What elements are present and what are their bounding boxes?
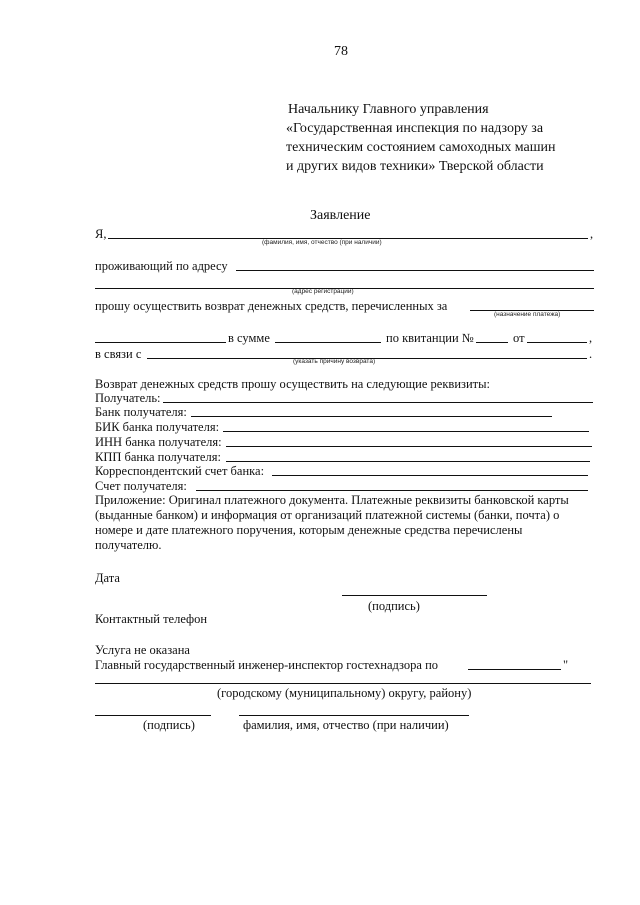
reason-hint: (указать причину возврата) (293, 358, 376, 365)
account-field[interactable] (196, 490, 588, 491)
requisites-intro: Возврат денежных средств прошу осуществить на следующие реквизиты: (95, 377, 490, 391)
appendix-line-4: получателю. (95, 538, 162, 552)
signature-field[interactable] (342, 595, 487, 596)
address-field-1[interactable] (236, 270, 594, 271)
address-hint: (адрес регистрации) (292, 288, 354, 295)
corr-account-label: Корреспондентский счет банка: (95, 464, 265, 478)
addressee-line-1: Начальнику Главного управления (288, 102, 489, 117)
amount-field[interactable] (275, 342, 381, 343)
comma: , (590, 227, 594, 241)
document-title: Заявление (310, 208, 371, 223)
refusal-signature-hint: (подпись) (143, 718, 195, 732)
amount-label: в сумме (228, 331, 270, 345)
date-from-label: от (513, 331, 525, 345)
bank-label: Банк получателя: (95, 405, 187, 419)
addressee-line-4: и других видов техники» Тверской области (286, 159, 544, 174)
refusal-signature-field[interactable] (95, 715, 211, 716)
kpp-label: КПП банка получателя: (95, 450, 221, 464)
refusal-line-1: Услуга не оказана (95, 643, 190, 657)
refusal-fio-field[interactable] (239, 715, 469, 716)
contact-phone-label: Контактный телефон (95, 612, 208, 626)
addressee-line-2: «Государственная инспекция по надзору за (286, 121, 544, 136)
inn-label: ИНН банка получателя: (95, 435, 222, 449)
reason-period: . (589, 347, 593, 361)
address-label: проживающий по адресу (95, 259, 228, 273)
payment-purpose-hint: (назначение платежа) (494, 311, 561, 318)
recipient-field[interactable] (163, 402, 593, 403)
signature-hint: (подпись) (368, 599, 420, 613)
amount-comma: , (589, 331, 593, 345)
receipt-label: по квитанции № (386, 331, 474, 345)
recipient-label: Получатель: (95, 391, 161, 405)
page-number: 78 (334, 44, 348, 59)
corr-account-field[interactable] (272, 475, 588, 476)
fio-hint: (фамилия, имя, отчество (при наличии) (262, 239, 382, 246)
district-field[interactable] (468, 669, 561, 670)
reason-label: в связи с (95, 347, 142, 361)
refusal-line-2: Главный государственный инженер-инспектор гостехнадзора по (95, 658, 439, 672)
date-label: Дата (95, 571, 120, 585)
refusal-quote: " (563, 658, 569, 672)
district-hint: (городскому (муниципальному) округу, району) (217, 686, 472, 700)
payment-purpose-field-2[interactable] (95, 342, 226, 343)
inn-field[interactable] (226, 446, 592, 447)
district-field-2[interactable] (95, 683, 591, 684)
bank-field[interactable] (191, 416, 552, 417)
appendix-line-3: номере и дате платежного поручения, которым денежные средства перечислены (95, 523, 523, 537)
receipt-date-field[interactable] (527, 342, 587, 343)
refusal-fio-hint: фамилия, имя, отчество (при наличии) (243, 718, 449, 732)
appendix-line-1: Приложение: Оригинал платежного документа. Платежные реквизиты банковской карты (95, 493, 569, 507)
refund-text: прошу осуществить возврат денежных средств, перечисленных за (95, 299, 448, 313)
appendix-line-2: (выданные банком) и информация от организаций платежной системы (банки, почта) о (95, 508, 560, 522)
bik-label: БИК банка получателя: (95, 420, 220, 434)
bik-field[interactable] (223, 431, 589, 432)
kpp-field[interactable] (226, 461, 590, 462)
addressee-line-3: техническим состоянием самоходных машин (286, 140, 556, 155)
account-label: Счет получателя: (95, 479, 187, 493)
receipt-number-field[interactable] (476, 342, 508, 343)
i-label: Я, (95, 227, 107, 241)
